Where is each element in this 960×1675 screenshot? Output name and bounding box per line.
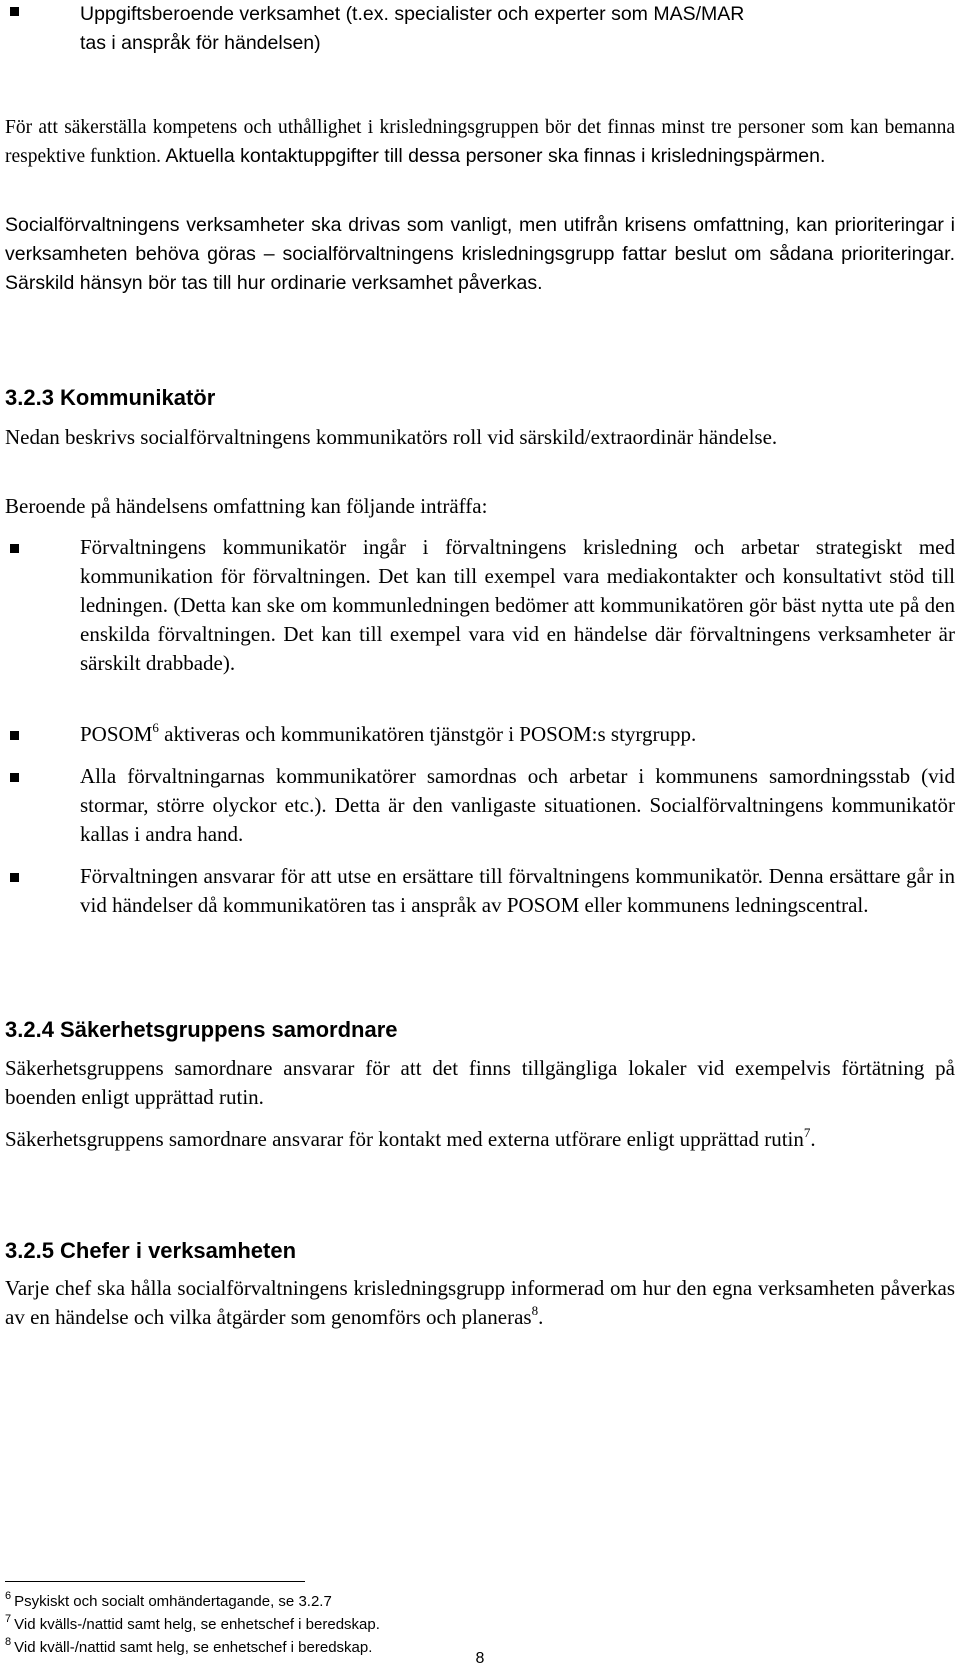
section-heading: 3.2.3 Kommunikatör bbox=[5, 385, 216, 410]
footnote-separator bbox=[5, 1581, 305, 1582]
bullet-text: Alla förvaltningarnas kommunikatörer samordnas och arbetar i kommunens samordningsstab (vid stormar, större olyckor etc.). Detta är den vanligaste situationen. Socialförvaltningens kommunikatör kallas i andra hand. bbox=[80, 764, 955, 846]
bullet-text: Förvaltningen ansvarar för att utse en ersättare till förvaltningens kommunikatör. Denna ersättare går in vid händelser då kommunikatören tas i anspråk av POSOM eller kommunens ledningscentral. bbox=[80, 864, 955, 917]
paragraph-lokaler: Säkerhetsgruppens samordnare ansvarar för att det finns tillgängliga lokaler vid exempelvis förtätning på boenden enligt upprättad rutin. bbox=[5, 1056, 955, 1109]
bullet-text: Förvaltningens kommunikatör ingår i förvaltningens krisledning och arbetar strategiskt med kommunikation för förvaltningen. Det kan till exempel vara mediakontakter och konsultativt stöd till ledningen. (Detta kan ske om kommunledningen bedömer att kommunikatören gör bäst nytta ute på den enskilda förvaltningen. Det kan till exempel vara vid en händelse där förvaltningens verksamheter är särskilt drabbade). bbox=[80, 535, 955, 675]
bullet-marker bbox=[10, 7, 19, 16]
paragraph-kontakt bbox=[5, 1125, 955, 1154]
section-heading: 3.2.5 Chefer i verksamheten bbox=[5, 1238, 297, 1263]
footnote-text: Vid kvälls-/nattid samt helg, se enhetschef i beredskap. bbox=[14, 1616, 380, 1633]
paragraph-text: Socialförvaltningens verksamheter ska drivas som vanligt, men utifrån krisens omfattning, kan prioriteringar i verksamheten behöva göras – socialförvaltningens krisledningsgrupp fattar beslut om sådana prioriteringar. bbox=[5, 214, 955, 265]
bullet-text: POSOM bbox=[80, 722, 153, 746]
bullet-text-line: tas i anspråk för händelsen) bbox=[80, 32, 321, 54]
paragraph-verksamheter bbox=[5, 211, 955, 298]
paragraph-text: Aktuella kontaktuppgifter till dessa personer ska finnas i krisledningspärmen. bbox=[165, 145, 826, 167]
page-number: 8 bbox=[475, 1650, 485, 1667]
paragraph-kompetens bbox=[5, 113, 955, 171]
bullet-marker bbox=[10, 773, 19, 782]
paragraph-text: För att säkerställa kompetens och uthållighet i krisledningsgruppen bör det finnas minst tre personer som kan bemanna respektive funktion. bbox=[5, 117, 955, 167]
footnote-ref[interactable]: 8 bbox=[531, 1303, 539, 1318]
bullet-text: aktiveras och kommunikatören tjänstgör i POSOM:s styrgrupp. bbox=[158, 722, 697, 746]
paragraph-text: . bbox=[538, 1305, 544, 1329]
paragraph-text: . bbox=[810, 1127, 816, 1151]
paragraph-text: Särskild hänsyn bör tas till hur ordinarie verksamhet påverkas. bbox=[5, 272, 543, 294]
bullet-text-line: Uppgiftsberoende verksamhet (t.ex. specialister och experter som MAS/MAR bbox=[80, 3, 745, 25]
paragraph-lead: Beroende på händelsens omfattning kan följande inträffa: bbox=[5, 494, 488, 518]
paragraph-chefer bbox=[5, 1274, 955, 1332]
footnote-number: 8 bbox=[5, 1636, 12, 1648]
bullet-marker bbox=[10, 873, 19, 882]
footnote-text: Vid kväll-/nattid samt helg, se enhetschef i beredskap. bbox=[14, 1639, 373, 1656]
footnote-ref[interactable]: 6 bbox=[152, 720, 159, 735]
bullet-marker bbox=[10, 544, 19, 553]
paragraph-text: Varje chef ska hålla socialförvaltningens krisledningsgrupp informerad om hur den egna verksamheten påverkas av en händelse och vilka åtgärder som genomförs och planeras bbox=[5, 1276, 955, 1329]
footnote-ref[interactable]: 7 bbox=[803, 1125, 811, 1140]
paragraph-text: Säkerhetsgruppens samordnare ansvarar för kontakt med externa utförare enligt upprättad rutin bbox=[5, 1127, 804, 1151]
footnote-number: 7 bbox=[5, 1613, 12, 1625]
bullet-marker bbox=[10, 731, 19, 740]
footnote-number: 6 bbox=[5, 1590, 12, 1602]
footnote-text: Psykiskt och socialt omhändertagande, se 3.2.7 bbox=[14, 1593, 332, 1610]
section-heading: 3.2.4 Säkerhetsgruppens samordnare bbox=[5, 1017, 398, 1042]
paragraph-intro: Nedan beskrivs socialförvaltningens kommunikatörs roll vid särskild/extraordinär händelse. bbox=[5, 425, 778, 449]
